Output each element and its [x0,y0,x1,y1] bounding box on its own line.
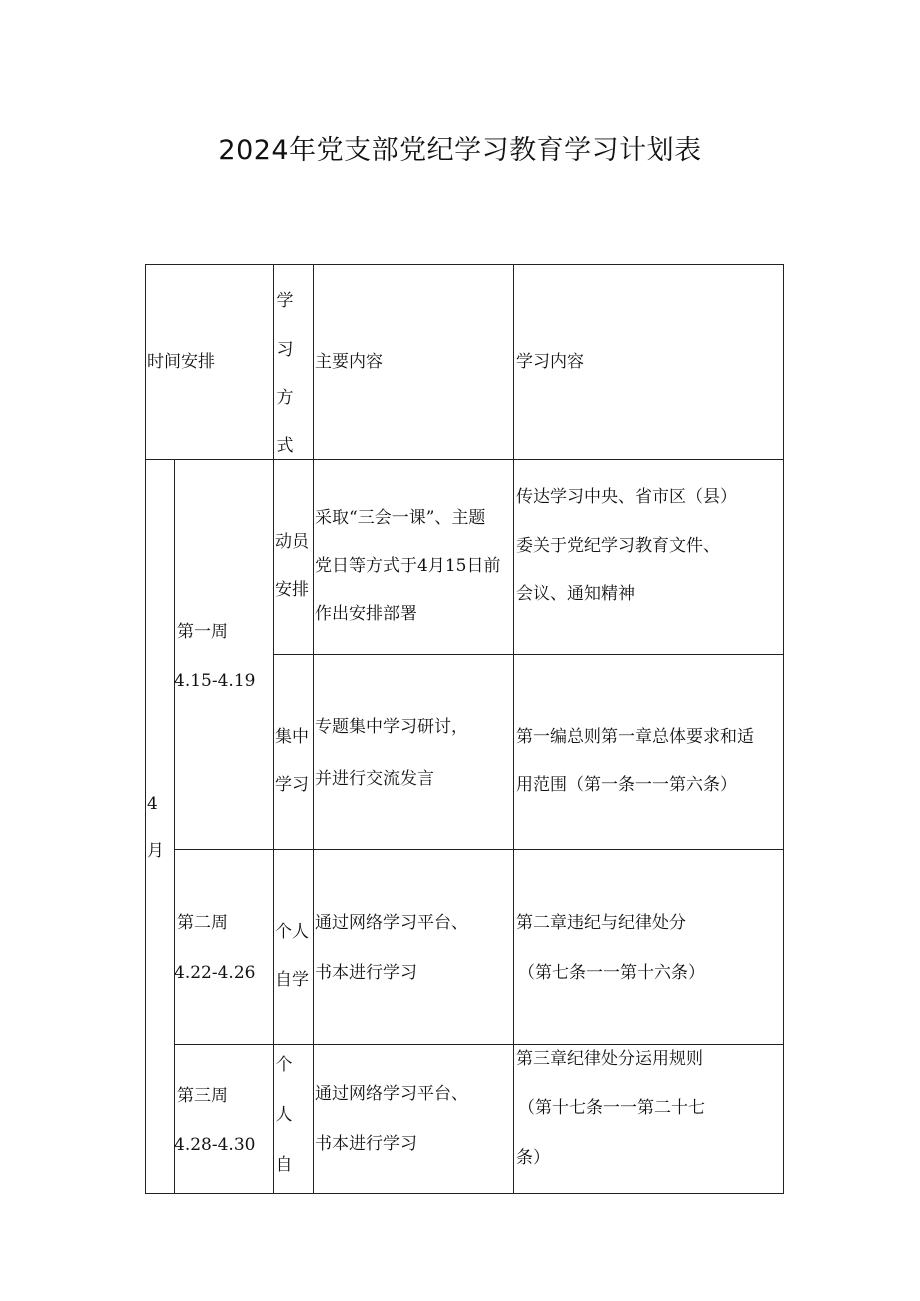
page-title: 2024年党支部党纪学习教育学习计划表 [218,135,702,166]
row-divider-week2 [174,849,784,850]
row2-study-line2: 用范围（第一条一一第六条） [516,775,737,795]
row4-study-line2: （第十七条一一第二十七 [518,1098,705,1118]
week2-dates: 4.22-4.26 [174,963,256,983]
table-border-left [145,264,146,1194]
row3-study-line1: 第二章违纪与纪律处分 [516,913,686,933]
week2-label: 第二周 [177,913,228,933]
row3-study-line2: （第七条一一第十六条） [518,963,705,983]
week3-dates: 4.28-4.30 [174,1135,256,1155]
month-label-number: 4 [147,794,158,814]
row-divider-week1-mid [273,654,784,655]
row1-study-line1: 传达学习中央、省市区（县） [516,487,737,507]
row1-study-line2: 委关于党纪学习教育文件、 [516,536,720,556]
table-border-bottom [145,1193,784,1194]
main-column-divider [513,264,514,1194]
table-border-right [783,264,784,1194]
row4-study-line1: 第三章纪律处分运用规则 [516,1049,703,1069]
header-main-content: 主要内容 [315,352,383,372]
month-column-divider [174,459,175,1194]
row4-study-line3: 条） [516,1148,550,1168]
row2-method-line2: 学习 [275,775,309,795]
method-column-divider [313,264,314,1194]
row3-main-line2: 书本进行学习 [315,963,417,983]
row3-main-line1: 通过网络学习平台、 [315,913,468,933]
row1-study-line3: 会议、通知精神 [516,584,635,604]
week1-label: 第一周 [177,622,228,642]
row-divider-week3 [174,1044,784,1045]
header-time: 时间安排 [147,352,215,372]
header-method-char-3: 方 [276,388,294,408]
header-method-char-1: 学 [276,291,294,311]
row1-main-line2: 党日等方式于4月15日前 [315,556,501,576]
row3-method-line2: 自学 [275,970,309,990]
header-method-char-2: 习 [276,340,294,360]
header-study-content: 学习内容 [516,352,584,372]
month-label-unit: 月 [147,841,164,861]
row1-main-line3: 作出安排部署 [315,604,417,624]
header-method-char-4: 式 [276,436,294,456]
row1-method-line2: 安排 [275,580,309,600]
row3-method-line1: 个人 [275,922,309,942]
row4-method-char-1: 个 [275,1055,293,1075]
row2-main-line1: 专题集中学习研讨， [315,717,468,737]
row1-main-line1: 采取“三会一课”、主题 [315,508,486,528]
row4-main-line2: 书本进行学习 [315,1134,417,1154]
row2-main-line2: 并进行交流发言 [315,769,434,789]
week1-dates: 4.15-4.19 [174,671,256,691]
table-header-divider [145,459,784,460]
week3-label: 第三周 [177,1086,228,1106]
row4-method-char-3: 自 [275,1155,293,1175]
row2-method-line1: 集中 [275,727,309,747]
row4-method-char-2: 人 [275,1105,293,1125]
row2-study-line1: 第一编总则第一章总体要求和适 [516,727,754,747]
table-border-top [145,264,784,265]
row1-method-line1: 动员 [275,532,309,552]
row4-main-line1: 通过网络学习平台、 [315,1084,468,1104]
